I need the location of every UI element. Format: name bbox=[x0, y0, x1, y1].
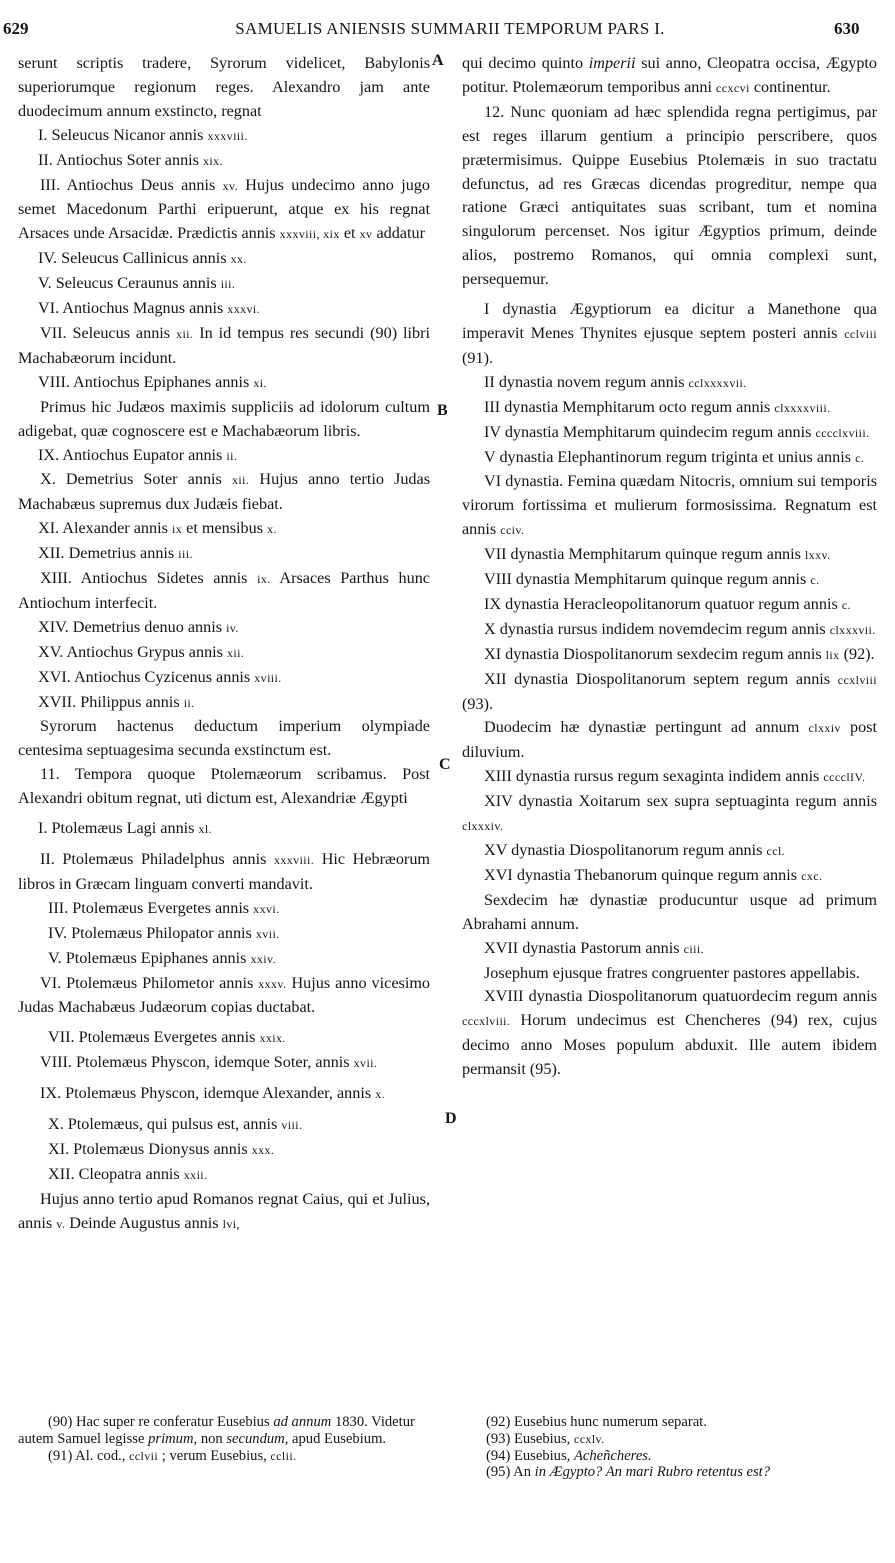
dynasty-entry: XVIII dynastia Diospolitanorum quatuordecim regum annis cccxlviii. Horum undecimus est Chencheres (94) rex, cujus decimo anno Moses populum abduxit. Ille autem ibidem permansit (95). bbox=[462, 987, 877, 1079]
paragraph: Syrorum hactenus deductum imperium olympiade centesima septuagesima secunda exstinctum est. bbox=[18, 717, 430, 760]
paragraph: 11. Tempora quoque Ptolemæorum scribamus. Post Alexandri obitum regnat, uti dictum est, Alexandriæ Ægypti bbox=[18, 765, 430, 808]
king-entry: VII. Ptolemæus Evergetes annis xxix. bbox=[48, 1028, 286, 1047]
footnote: (94) Eusebius, Acheñcheres. bbox=[486, 1447, 652, 1464]
king-entry: VIII. Ptolemæus Physcon, idemque Soter, annis xvii. bbox=[40, 1053, 378, 1072]
king-entry: XI. Alexander annis ix et mensibus x. bbox=[38, 519, 277, 538]
paragraph: qui decimo quinto imperii sui anno, Cleopatra occisa, Ægypto potitur. Ptolemæorum temporibus anni ccxcvi continentur. bbox=[462, 54, 877, 96]
dynasty-entry: XIV dynastia Xoitarum sex supra septuaginta regum annis clxxxiv. bbox=[462, 792, 877, 834]
dynasty-entry: XIII dynastia rursus regum sexaginta indidem annis cccclIV. bbox=[484, 767, 866, 786]
paragraph: Sexdecim hæ dynastiæ producuntur usque ad primum Abrahami annum. bbox=[462, 890, 877, 933]
king-entry: II. Antiochus Soter annis xix. bbox=[38, 150, 223, 169]
footnote: (91) Al. cod., cclvii ; verum Eusebius, cclii. bbox=[48, 1447, 297, 1464]
dynasty-entry: V dynastia Elephantinorum regum triginta et unius annis c. bbox=[484, 447, 865, 466]
dynasty-entry: XV dynastia Diospolitanorum regum annis ccl. bbox=[484, 841, 786, 859]
footnote: (90) Hac super re conferatur Eusebius ad annum 1830. Videtur autem Samuel legisse primum, non secundum, apud Eusebium. bbox=[18, 1414, 415, 1447]
margin-marker-c: C bbox=[439, 756, 451, 773]
king-entry: IV. Ptolemæus Philopator annis xvii. bbox=[48, 923, 280, 942]
dynasty-entry: IX dynastia Heracleopolitanorum quatuor regum annis c. bbox=[484, 594, 851, 613]
king-entry: V. Ptolemæus Epiphanes annis xxiv. bbox=[48, 948, 277, 967]
king-entry: XII. Cleopatra annis xxii. bbox=[48, 1164, 208, 1183]
king-entry: IV. Seleucus Callinicus annis xx. bbox=[38, 249, 247, 268]
king-entry: X. Demetrius Soter annis xii. Hujus anno tertio Judas Machabæus supremus dux Judæis fiebat. bbox=[18, 470, 430, 514]
king-entry: II. Ptolemæus Philadelphus annis xxxviii. Hic Hebræorum libros in Græcam linguam converti mandavit. bbox=[18, 850, 431, 893]
dynasty-entry: VI dynastia. Femina quædam Nitocris, omnium sui temporis virorum fortissima et mulierum formosissima. Regnatum est annis cciv. bbox=[462, 472, 877, 539]
right-column bbox=[462, 52, 877, 1082]
king-entry: XII. Demetrius annis iii. bbox=[38, 544, 193, 563]
king-entry: V. Seleucus Ceraunus annis iii. bbox=[38, 274, 236, 293]
page-number-left: 629 bbox=[3, 19, 29, 38]
footnotes-right bbox=[486, 1414, 886, 1481]
king-entry: VI. Antiochus Magnus annis xxxvi. bbox=[38, 299, 261, 318]
dynasty-entry: X dynastia rursus indidem novemdecim regum annis clxxxvii. bbox=[484, 619, 876, 638]
dynasty-entry: XVI dynastia Thebanorum quinque regum annis cxc. bbox=[484, 865, 823, 884]
king-entry: VIII. Antiochus Epiphanes annis xi. bbox=[38, 372, 267, 391]
dynasty-entry: XII dynastia Diospolitanorum septem regum annis ccxlviii (93). bbox=[462, 669, 877, 713]
margin-marker-a: A bbox=[432, 52, 444, 69]
king-entry: I. Ptolemæus Lagi annis xl. bbox=[38, 819, 213, 838]
dynasty-entry: III dynastia Memphitarum octo regum annis clxxxxviii. bbox=[484, 397, 831, 416]
paragraph: 12. Nunc quoniam ad hæc splendida regna pertigimus, par est reges illarum gentium a principio perscribere, quos prætermisimus. Quippe Eusebius Ptolemæis in suo tractatu defunctus, ad res Græcas dicendas progreditur, nempe qua ratione Græci antiquitates suas scribant, tum et nomina singulorum percenset. Nos igitur Ægyptios primum, deinde alios, postremo Romanos, qui omnia complexi sunt, persequemur. bbox=[462, 102, 877, 289]
dynasty-entry: XVII dynastia Pastorum annis ciii. bbox=[484, 938, 704, 957]
king-entry: III. Antiochus Deus annis xv. Hujus undecimo anno jugo semet Macedonum Parthi eripuerunt, atque ex his regnat Arsaces unde Arsacidæ. Prædictis annis xxxviii, xix et xv addatur bbox=[18, 175, 430, 243]
king-entry: IX. Ptolemæus Physcon, idemque Alexander, annis x. bbox=[40, 1084, 386, 1103]
king-entry: XVII. Philippus annis ii. bbox=[38, 692, 195, 711]
dynasty-entry: VII dynastia Memphitarum quinque regum annis lxxv. bbox=[484, 545, 831, 564]
king-entry: VI. Ptolemæus Philometor annis xxxv. Hujus anno vicesimo Judas Machabæus Judæorum copias ductabat. bbox=[18, 973, 430, 1017]
king-entry: XVI. Antiochus Cyzicenus annis xviii. bbox=[38, 667, 282, 686]
king-entry: XV. Antiochus Grypus annis xii. bbox=[38, 642, 245, 661]
margin-marker-b: B bbox=[437, 402, 448, 419]
dynasty-entry: II dynastia novem regum annis cclxxxxvii. bbox=[484, 372, 747, 391]
paragraph: Hujus anno tertio apud Romanos regnat Caius, qui et Julius, annis v. Deinde Augustus annis lvi, bbox=[18, 1189, 430, 1232]
king-entry: IX. Antiochus Eupator annis ii. bbox=[38, 445, 238, 464]
footnote: (95) An in Ægypto? An mari Rubro retentus est? bbox=[486, 1464, 771, 1481]
king-entry: XIV. Demetrius denuo annis iv. bbox=[38, 617, 239, 636]
dynasty-entry: XI dynastia Diospolitanorum sexdecim regum annis lix (92). bbox=[484, 644, 875, 663]
king-entry: XI. Ptolemæus Dionysus annis xxx. bbox=[48, 1139, 275, 1158]
margin-marker-d: D bbox=[445, 1110, 457, 1127]
king-entry: III. Ptolemæus Evergetes annis xxvi. bbox=[48, 898, 280, 917]
paragraph: Primus hic Judæos maximis suppliciis ad idolorum cultum adigebat, quæ cognoscere est e Machabæorum libris. bbox=[18, 397, 430, 440]
running-header bbox=[0, 0, 895, 40]
running-title: SAMUELIS ANIENSIS SUMMARII TEMPORUM PARS I. bbox=[235, 19, 665, 38]
paragraph: Josephum ejusque fratres congruenter pastores appellabis. bbox=[484, 963, 860, 982]
king-entry: I. Seleucus Nicanor annis xxxviii. bbox=[38, 125, 248, 144]
footnote: (92) Eusebius hunc numerum separat. bbox=[486, 1414, 707, 1430]
king-entry: X. Ptolemæus, qui pulsus est, annis viii. bbox=[48, 1115, 303, 1134]
paragraph: serunt scriptis tradere, Syrorum videlicet, Babylonis superiorumque regionum reges. Alexandro jam ante duodecimum annum exstincto, regnat bbox=[18, 54, 430, 120]
king-entry: VII. Seleucus annis xii. In id tempus res secundi (90) libri Machabæorum incidunt. bbox=[18, 323, 430, 367]
king-entry: XIII. Antiochus Sidetes annis ix. Arsaces Parthus hunc Antiochum interfecit. bbox=[18, 569, 430, 612]
dynasty-entry: I dynastia Ægyptiorum ea dicitur a Manethone qua imperavit Menes Thynites ejusque septem posteri annis cclviii (91). bbox=[462, 300, 877, 367]
paragraph: Duodecim hæ dynastiæ pertingunt ad annum clxxiv post diluvium. bbox=[462, 718, 877, 762]
dynasty-entry: IV dynastia Memphitarum quindecim regum annis cccclxviii. bbox=[484, 422, 870, 441]
dynasty-entry: VIII dynastia Memphitarum quinque regum annis c. bbox=[484, 570, 820, 589]
page-number-right: 630 bbox=[834, 19, 860, 38]
left-column bbox=[18, 52, 430, 1237]
footnote: (93) Eusebius, ccxlv. bbox=[486, 1430, 605, 1447]
footnotes-left bbox=[18, 1414, 430, 1464]
